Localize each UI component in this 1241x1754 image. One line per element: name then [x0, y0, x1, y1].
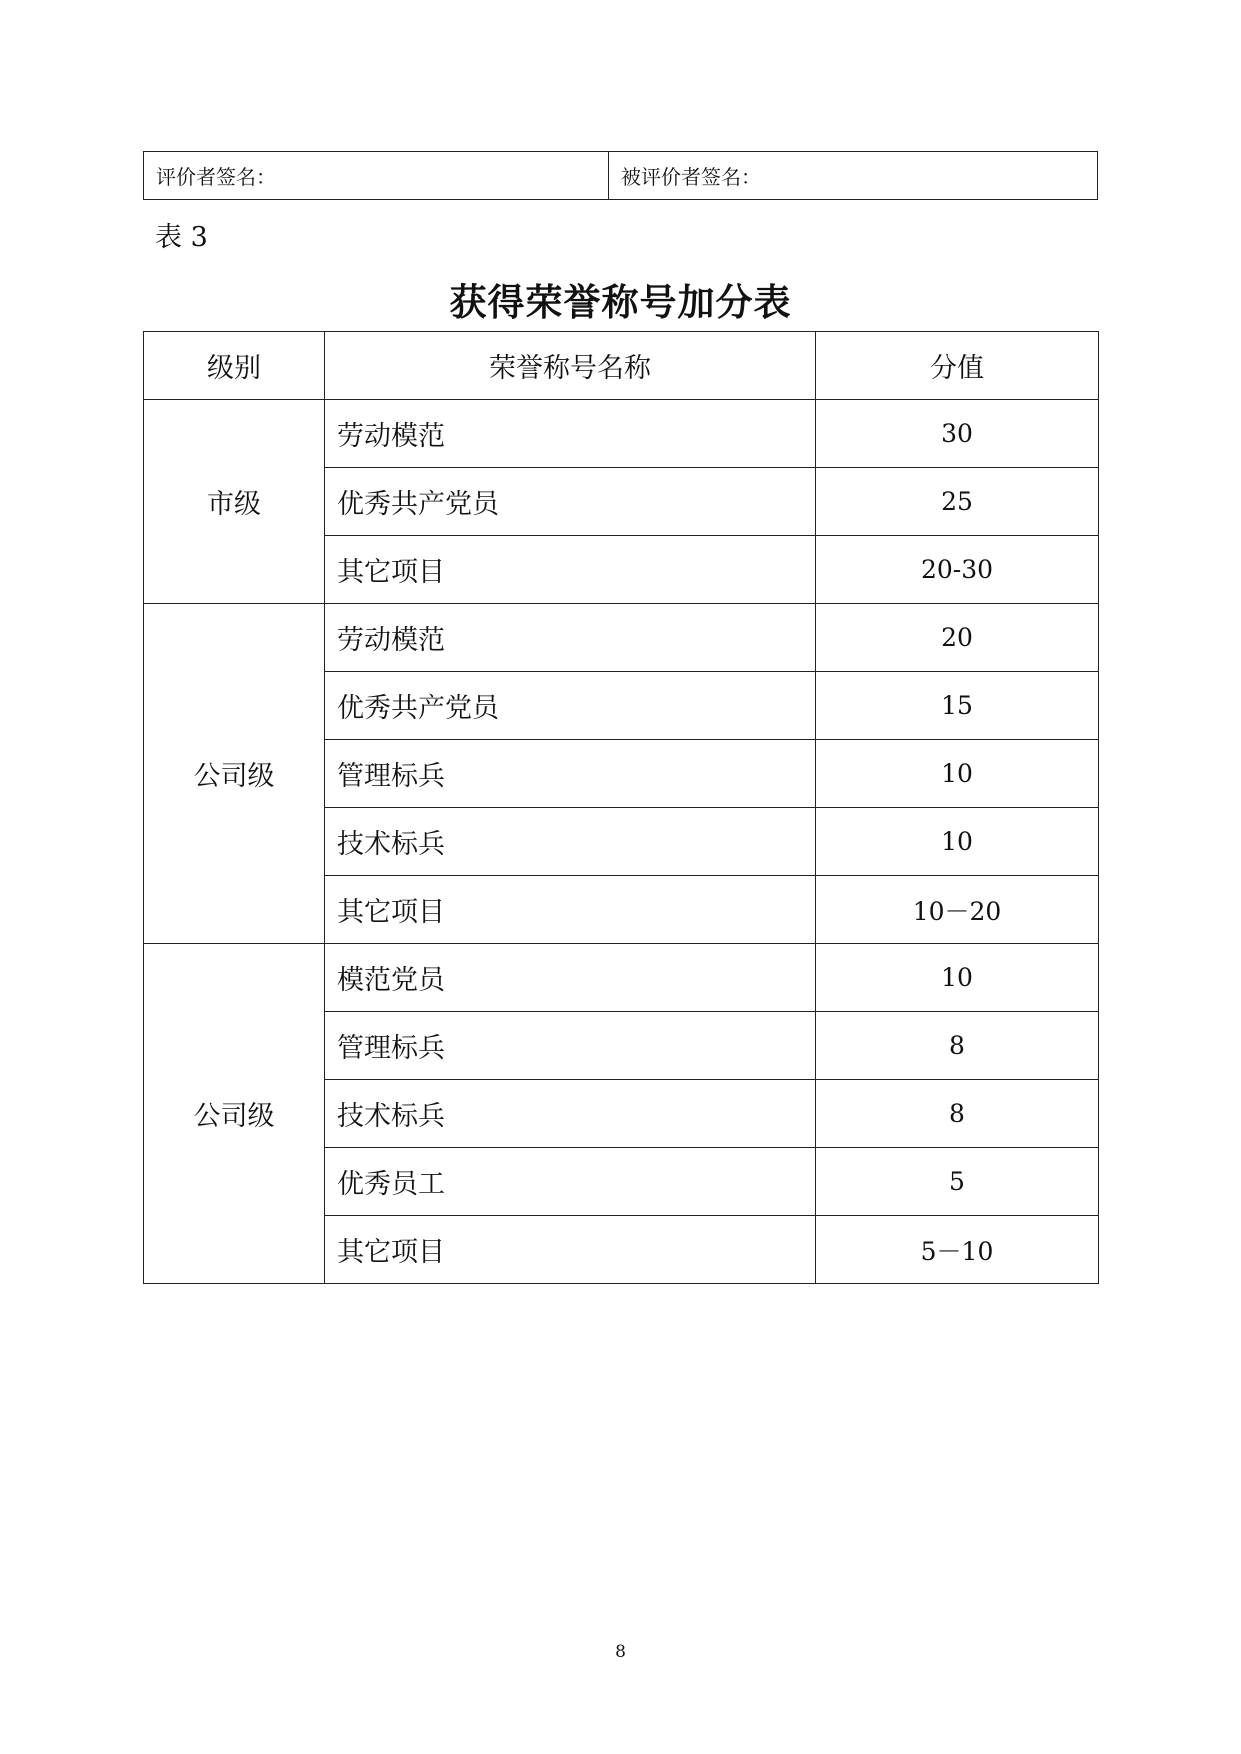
- level-cell: 公司级: [144, 944, 325, 1284]
- table-row: [144, 944, 1099, 1012]
- evaluatee-signature-field[interactable]: 被评价者签名：: [609, 152, 1098, 200]
- score-cell: 5: [816, 1148, 1099, 1216]
- honor-score-table: [143, 331, 1099, 1284]
- honor-name-cell: 模范党员: [325, 944, 816, 1012]
- score-cell: 25: [816, 468, 1099, 536]
- honor-name-cell: 管理标兵: [325, 1012, 816, 1080]
- score-cell: 8: [816, 1012, 1099, 1080]
- honor-name-cell: 技术标兵: [325, 1080, 816, 1148]
- honor-name-cell: 管理标兵: [325, 740, 816, 808]
- score-cell: 10: [816, 740, 1099, 808]
- honor-name-cell: 其它项目: [325, 536, 816, 604]
- table-header-row: [144, 332, 1099, 400]
- table-row: [144, 604, 1099, 672]
- score-cell: 30: [816, 400, 1099, 468]
- score-cell: 15: [816, 672, 1099, 740]
- table-row: [144, 400, 1099, 468]
- header-score: 分值: [816, 332, 1099, 400]
- page-title: 获得荣誉称号加分表: [449, 280, 792, 324]
- honor-name-cell: 其它项目: [325, 1216, 816, 1284]
- honor-name-cell: 其它项目: [325, 876, 816, 944]
- header-level: 级别: [144, 332, 325, 400]
- page-number: 8: [615, 1642, 626, 1662]
- honor-name-cell: 优秀共产党员: [325, 468, 816, 536]
- header-name: 荣誉称号名称: [325, 332, 816, 400]
- table-label: 表 3: [155, 222, 208, 253]
- score-cell: 20-30: [816, 536, 1099, 604]
- signature-table: [143, 151, 1098, 200]
- score-cell: 8: [816, 1080, 1099, 1148]
- score-cell: 10: [816, 944, 1099, 1012]
- level-cell: 市级: [144, 400, 325, 604]
- honor-name-cell: 技术标兵: [325, 808, 816, 876]
- level-cell: 公司级: [144, 604, 325, 944]
- score-cell: 20: [816, 604, 1099, 672]
- score-cell: 10: [816, 808, 1099, 876]
- score-cell: 10－20: [816, 876, 1099, 944]
- honor-name-cell: 劳动模范: [325, 604, 816, 672]
- honor-name-cell: 劳动模范: [325, 400, 816, 468]
- evaluator-signature-field[interactable]: 评价者签名：: [144, 152, 609, 200]
- signature-row: [144, 152, 1098, 200]
- honor-name-cell: 优秀员工: [325, 1148, 816, 1216]
- score-cell: 5－10: [816, 1216, 1099, 1284]
- honor-name-cell: 优秀共产党员: [325, 672, 816, 740]
